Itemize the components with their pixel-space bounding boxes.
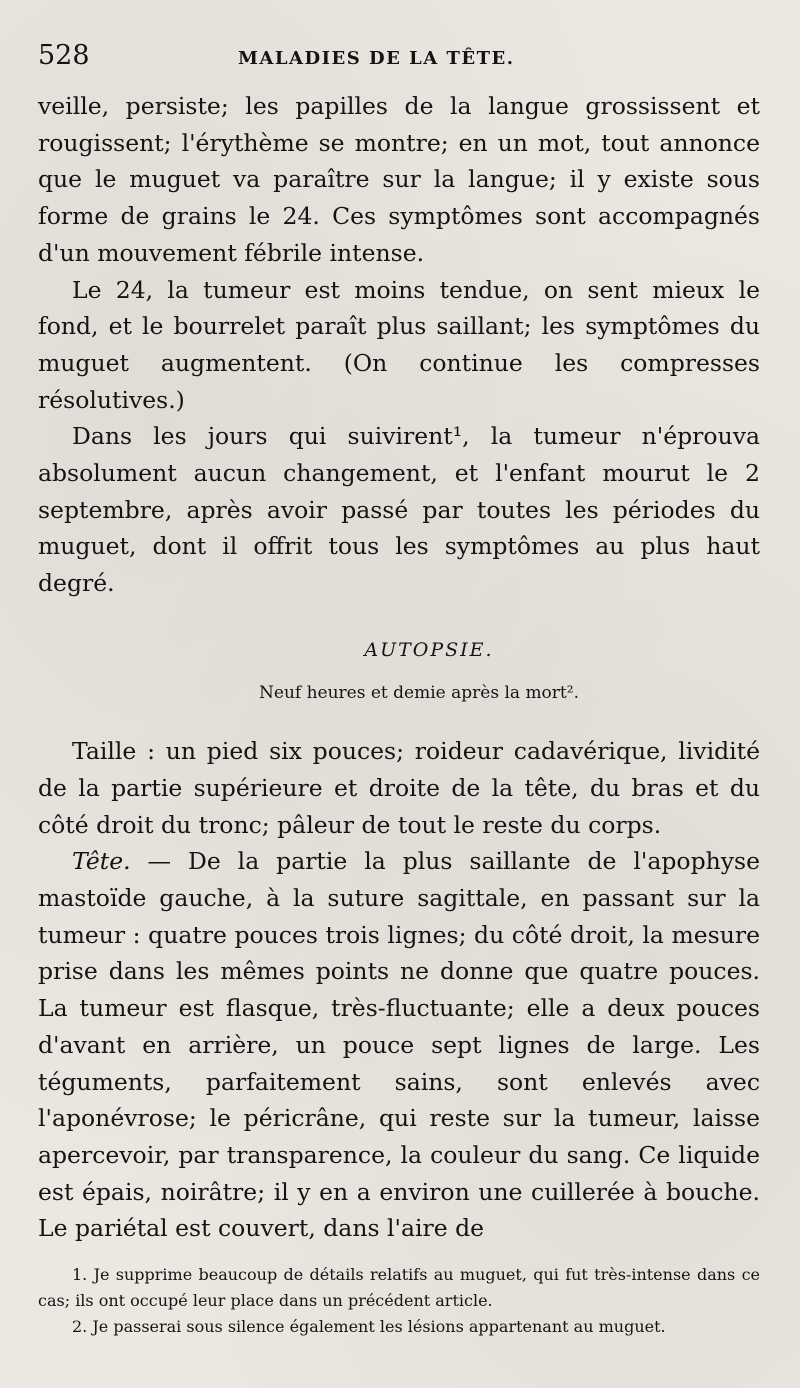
page-number: 528 xyxy=(38,40,90,71)
section-subtitle: Neuf heures et demie après la mort². xyxy=(259,682,579,703)
paragraph-tete-label: Tête. xyxy=(72,847,131,876)
paragraph-tete-text: — De la partie la plus saillante de l'apophyse mastoïde gauche, à la suture sagittale, en passant sur la tumeur : quatre pouces trois lignes; du côté droit, la mesure prise dans les mêmes points ne donne que quatre pouces. La tumeur est flasque, très-fluctuante; elle a deux pouces d'avant en arrière, un pouce sept lignes de large. Les téguments, parfaitement sains, sont enlevés avec l'aponévrose; le péricrâne, qui reste sur la tumeur, laisse apercevoir, par transparence, la couleur du sang. Ce liquide est épais, noirâtre; il y en a environ une cuillerée à bouche. Le pariétal est couvert, dans l'aire de xyxy=(38,847,760,1243)
footnote-2: 2. Je passerai sous silence également les lésions appartenant au muguet. xyxy=(72,1317,666,1336)
paragraph-jours-suivants: Dans les jours qui suivirent¹, la tumeur n'éprouva absolument aucun changement, et l'enfant mourut le 2 septembre, après avoir passé par toutes les périodes du muguet, dont il offrit tous les symptômes au plus haut degré. xyxy=(38,422,760,598)
body-text xyxy=(38,88,760,1247)
footnotes xyxy=(38,1262,760,1340)
footnote-1: 1. Je supprime beaucoup de détails relatifs au muguet, qui fut très-intense dans ce cas; ils ont occupé leur place dans un précédent article. xyxy=(38,1265,760,1310)
section-title: AUTOPSIE. xyxy=(364,638,494,661)
paragraph-le-24: Le 24, la tumeur est moins tendue, on sent mieux le fond, et le bourrelet paraît plus saillant; les symptômes du muguet augmentent. (On continue les compresses résolutives.) xyxy=(38,275,760,414)
paragraph-taille: Taille : un pied six pouces; roideur cadavérique, lividité de la partie supérieure et droite de la tête, du bras et du côté droit du tronc; pâleur de tout le reste du corps. xyxy=(38,737,760,839)
page-header xyxy=(38,40,760,84)
paragraph-tete xyxy=(38,843,760,1247)
paragraph-continued: veille, persiste; les papilles de la langue grossissent et rougissent; l'érythème se montre; en un mot, tout annonce que le muguet va paraître sur la langue; il y existe sous forme de grains le 24. Ces symptômes sont accompagnés d'un mouvement fébrile intense. xyxy=(38,92,760,267)
running-title: MALADIES DE LA TÊTE. xyxy=(238,48,515,69)
